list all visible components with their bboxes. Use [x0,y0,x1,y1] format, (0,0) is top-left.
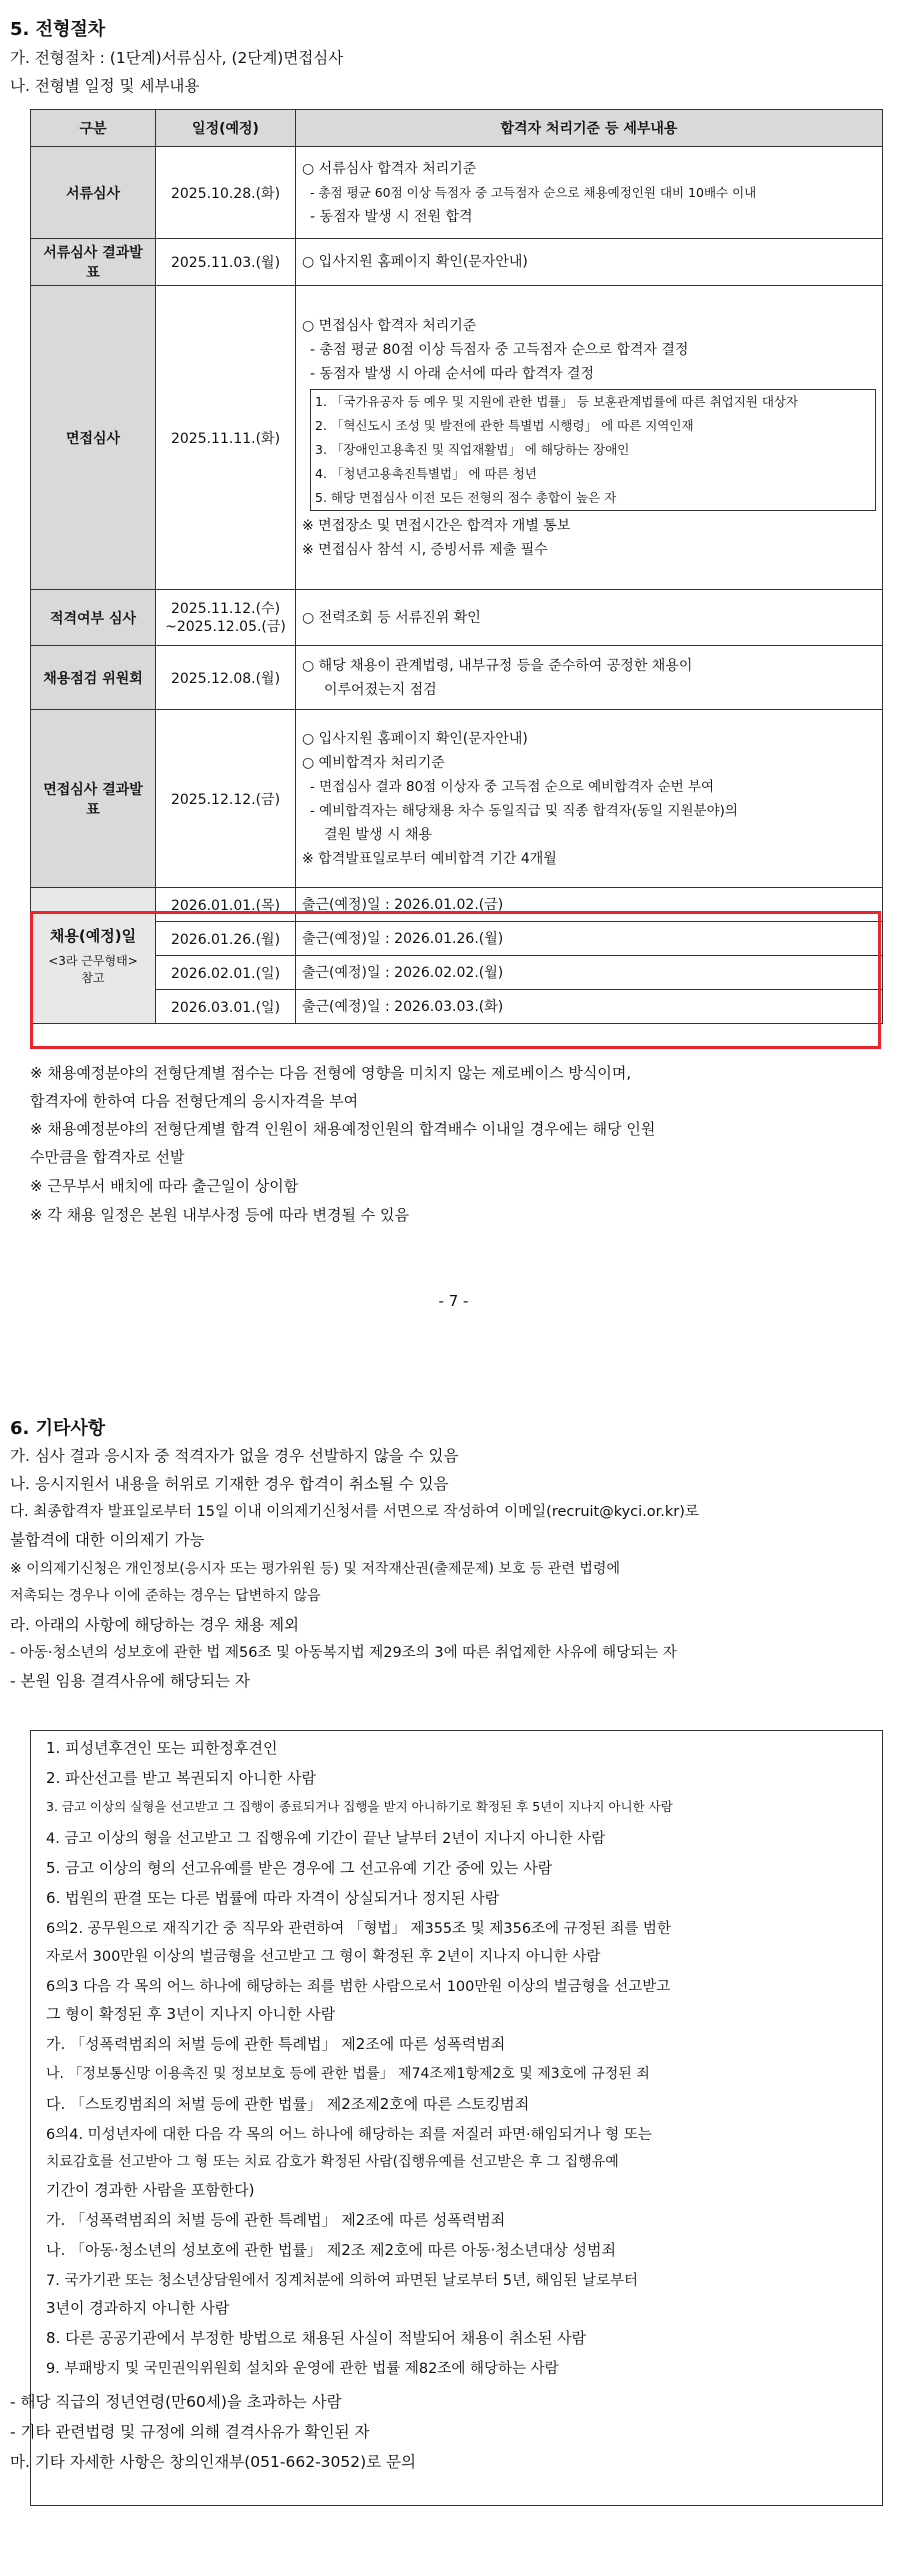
disq-item: 1. 피성년후견인 또는 피한정후견인 [46,1739,278,1757]
disq-item: 6의3 다음 각 목의 어느 하나에 해당하는 죄를 범한 사람으로서 100만원 이상의 벌금형을 선고받고 [46,1979,671,1995]
sec6-tail: - 해당 직급의 정년연령(만60세)을 초과하는 사람 [10,2393,342,2411]
row-date: 2025.11.11.(화) [156,286,296,590]
hire-date: 2026.02.01.(일) [156,956,296,990]
tiebreak-item: 1. 「국가유공자 등 예우 및 지원에 관한 법률」 등 보훈관계법률에 따른 취업지원 대상자 [315,393,799,409]
detail-line: - 총점 평균 80점 이상 득점자 중 고득점자 순으로 합격자 결정 [310,341,689,358]
table-row [31,147,883,239]
sec6-line: 라. 아래의 사항에 해당하는 경우 채용 제외 [10,1616,300,1634]
note-line: 합격자에 한하여 다음 전형단계의 응시자격을 부여 [30,1092,359,1110]
hire-sub2: 참고 [81,971,105,985]
schedule-table [30,109,883,1024]
sec6-tail: 마. 기타 자세한 사항은 창의인재부(051-662-3052)로 문의 [10,2453,417,2471]
detail-line: ○ 면접심사 합격자 처리기준 [302,317,477,334]
detail-line: ※ 면접장소 및 면접시간은 합격자 개별 통보 [302,517,571,534]
hire-detail: 출근(예정)일 : 2026.01.26.(월) [296,922,883,956]
detail-line: ※ 합격발표일로부터 예비합격 기간 4개월 [302,850,557,867]
tiebreak-box [310,389,876,511]
sec6-line: 저촉되는 경우나 이에 준하는 경우는 답변하지 않음 [10,1588,321,1604]
table-row [31,239,883,286]
table-row [31,710,883,888]
disq-item: 3. 금고 이상의 실형을 선고받고 그 집행이 종료되거나 집행을 받지 아니하기로 확정된 후 5년이 지나지 아니한 사람 [46,1799,673,1814]
table-row [31,990,883,1024]
detail-line: ○ 입사지원 홈페이지 확인(문자안내) [302,254,528,270]
note-line: ※ 채용예정분야의 전형단계별 점수는 다음 전형에 영향을 미치지 않는 제로베이스 방식이며, [30,1064,632,1082]
row-detail [296,590,883,646]
disq-item: 치료감호를 선고받아 그 형 또는 치료 감호가 확정된 사람(집행유예를 선고받은 후 그 집행유예 [46,2154,619,2170]
header-detail: 합격자 처리기준 등 세부내용 [296,110,883,147]
row-detail [296,147,883,239]
disq-item: 2. 파산선고를 받고 복권되지 아니한 사람 [46,1769,316,1787]
row-name: 채용점검 위원회 [31,646,156,710]
tiebreak-item: 5. 해당 면접심사 이전 모든 전형의 점수 총합이 높은 자 [315,489,617,505]
hire-date: 2026.01.01.(목) [156,888,296,922]
hire-date: 2026.03.01.(일) [156,990,296,1024]
hire-sub: <3라 근무형태> [48,954,138,968]
table-row [31,286,883,590]
disq-item: 6의4. 미성년자에 대한 다음 각 목의 어느 하나에 해당하는 죄를 저질러 파면·해임되거나 형 또는 [46,2127,652,2143]
detail-line: - 동점자 발생 시 아래 순서에 따라 합격자 결정 [310,365,595,382]
row-name: 서류심사 [31,147,156,239]
tiebreak-item: 3. 「장애인고용촉진 및 직업재활법」 에 해당하는 장애인 [315,441,630,457]
row-detail [296,646,883,710]
table-row [31,590,883,646]
row-date: 2025.10.28.(화) [156,147,296,239]
disq-item: 3년이 경과하지 아니한 사람 [46,2299,230,2317]
disq-item: 다. 「스토킹범죄의 처벌 등에 관한 법률」 제2조제2호에 따른 스토킹범죄 [46,2095,530,2113]
hire-title: 채용(예정)일 [49,927,137,945]
sec6-line: - 본원 임용 결격사유에 해당되는 자 [10,1672,250,1690]
detail-line: ○ 해당 채용이 관계법령, 내부규정 등을 준수하여 공정한 채용이 [302,657,693,674]
row-detail [296,239,883,286]
disq-item: 나. 「아동·청소년의 성보호에 관한 법률」 제2조 제2호에 따른 아동·청소년대상 성범죄 [46,2241,616,2259]
sec6-line: 다. 최종합격자 발표일로부터 15일 이내 이의제기신청서를 서면으로 작성하여 이메일(recruit@kyci.or.kr)로 [10,1504,699,1520]
header-category: 구분 [31,110,156,147]
row-date: 2025.12.12.(금) [156,710,296,888]
table-row [31,922,883,956]
detail-line: ○ 서류심사 합격자 처리기준 [302,160,477,177]
disq-item: 기간이 경과한 사람을 포함한다) [46,2181,255,2199]
disq-item: 5. 금고 이상의 형의 선고유예를 받은 경우에 그 선고유예 기간 중에 있는 사람 [46,1859,553,1877]
hire-cell [31,888,156,1024]
row-name: 서류심사 결과발표 [31,239,156,286]
detail-line: ○ 전력조회 등 서류진위 확인 [302,609,481,626]
header-date: 일정(예정) [156,110,296,147]
sec6-line: 나. 응시지원서 내용을 허위로 기재한 경우 합격이 취소될 수 있음 [10,1475,449,1493]
table-row [31,888,883,922]
sec6-line: ※ 이의제기신청은 개인정보(응시자 또는 평가위원 등) 및 저작재산권(출제문제) 보호 등 관련 법령에 [10,1561,620,1577]
disq-item: 6의2. 공무원으로 재직기간 중 직무와 관련하여 「형법」 제355조 및 제356조에 규정된 죄를 범한 [46,1921,671,1937]
sec6-tail: - 기타 관련법령 및 규정에 의해 결격사유가 확인된 자 [10,2423,370,2441]
hire-detail: 출근(예정)일 : 2026.02.02.(월) [296,956,883,990]
disq-item: 9. 부패방지 및 국민권익위원회 설치와 운영에 관한 법률 제82조에 해당하는 사람 [46,2361,559,2377]
detail-line: - 면접심사 결과 80점 이상자 중 고득점 순으로 예비합격자 순번 부여 [310,778,715,795]
table-row [31,646,883,710]
disq-item: 가. 「성폭력범죄의 처벌 등에 관한 특례법」 제2조에 따른 성폭력범죄 [46,2035,506,2053]
hire-date: 2026.01.26.(월) [156,922,296,956]
hire-detail: 출근(예정)일 : 2026.03.03.(화) [296,990,883,1024]
detail-line: - 총점 평균 60점 이상 득점자 중 고득점자 순으로 채용예정인원 대비 10배수 이내 [310,184,757,200]
disq-item: 나. 「정보통신망 이용촉진 및 정보보호 등에 관한 법률」 제74조제1항제2호 및 제3호에 규정된 죄 [46,2066,650,2082]
row-name: 면접심사 [31,286,156,590]
disq-item: 6. 법원의 판결 또는 다른 법률에 따라 자격이 상실되거나 정지된 사람 [46,1889,500,1907]
detail-line: - 예비합격자는 해당채용 차수 동일직급 및 직종 합격자(동일 지원분야)의 [310,802,738,819]
tiebreak-item: 4. 「청년고용촉진특별법」 에 따른 청년 [315,465,537,481]
note-line: 수만큼을 합격자로 선발 [30,1148,185,1166]
tiebreak-item: 2. 「혁신도시 조성 및 발전에 관한 특별법 시행령」 에 따른 지역인재 [315,417,694,433]
section-5-ga: 가. 전형절차 : (1단계)서류심사, (2단계)면접심사 [10,49,344,67]
detail-line: ※ 면접심사 참석 시, 증빙서류 제출 필수 [302,541,548,558]
row-name: 면접심사 결과발표 [31,710,156,888]
disq-item: 가. 「성폭력범죄의 처벌 등에 관한 특례법」 제2조에 따른 성폭력범죄 [46,2211,506,2229]
note-line: ※ 채용예정분야의 전형단계별 합격 인원이 채용예정인원의 합격배수 이내일 경우에는 해당 인원 [30,1120,656,1138]
detail-line: ○ 입사지원 홈페이지 확인(문자안내) [302,730,528,747]
detail-line: ○ 예비합격자 처리기준 [302,754,445,771]
disq-item: 8. 다른 공공기관에서 부정한 방법으로 채용된 사실이 적발되어 채용이 취소된 사람 [46,2329,587,2347]
row-name: 적격여부 심사 [31,590,156,646]
row-date: 2025.11.03.(월) [156,239,296,286]
disq-item: 자로서 300만원 이상의 벌금형을 선고받고 그 형이 확정된 후 2년이 지나지 아니한 사람 [46,1949,601,1965]
detail-line: 이루어졌는지 점검 [324,681,437,698]
detail-line: - 동점자 발생 시 전원 합격 [310,208,473,225]
row-date: 2025.11.12.(수) ~2025.12.05.(금) [156,590,296,646]
sec6-line: 불합격에 대한 이의제기 가능 [10,1531,205,1549]
disq-item: 4. 금고 이상의 형을 선고받고 그 집행유예 기간이 끝난 날부터 2년이 지나지 아니한 사람 [46,1831,606,1847]
section-5-na: 나. 전형별 일정 및 세부내용 [10,77,200,95]
section-5-title: 5. 전형절차 [10,19,106,40]
note-line: ※ 근무부서 배치에 따라 출근일이 상이함 [30,1177,299,1195]
table-row [31,956,883,990]
sec6-line: - 아동·청소년의 성보호에 관한 법 제56조 및 아동복지법 제29조의 3에 따른 취업제한 사유에 해당되는 자 [10,1645,677,1661]
hire-detail: 출근(예정)일 : 2026.01.02.(금) [296,888,883,922]
row-detail [296,710,883,888]
disq-item: 7. 국가기관 또는 청소년상담원에서 징계처분에 의하여 파면된 날로부터 5년, 해임된 날로부터 [46,2273,639,2289]
sec6-line: 가. 심사 결과 응시자 중 적격자가 없을 경우 선발하지 않을 수 있음 [10,1447,459,1465]
disq-item: 그 형이 확정된 후 3년이 지나지 아니한 사람 [46,2005,336,2023]
row-date: 2025.12.08.(월) [156,646,296,710]
section-6-title: 6. 기타사항 [10,1418,106,1439]
row-detail [296,286,883,590]
detail-line: 결원 발생 시 채용 [324,826,433,843]
note-line: ※ 각 채용 일정은 본원 내부사정 등에 따라 변경될 수 있음 [30,1206,410,1224]
page-number: - 7 - [438,1292,469,1310]
